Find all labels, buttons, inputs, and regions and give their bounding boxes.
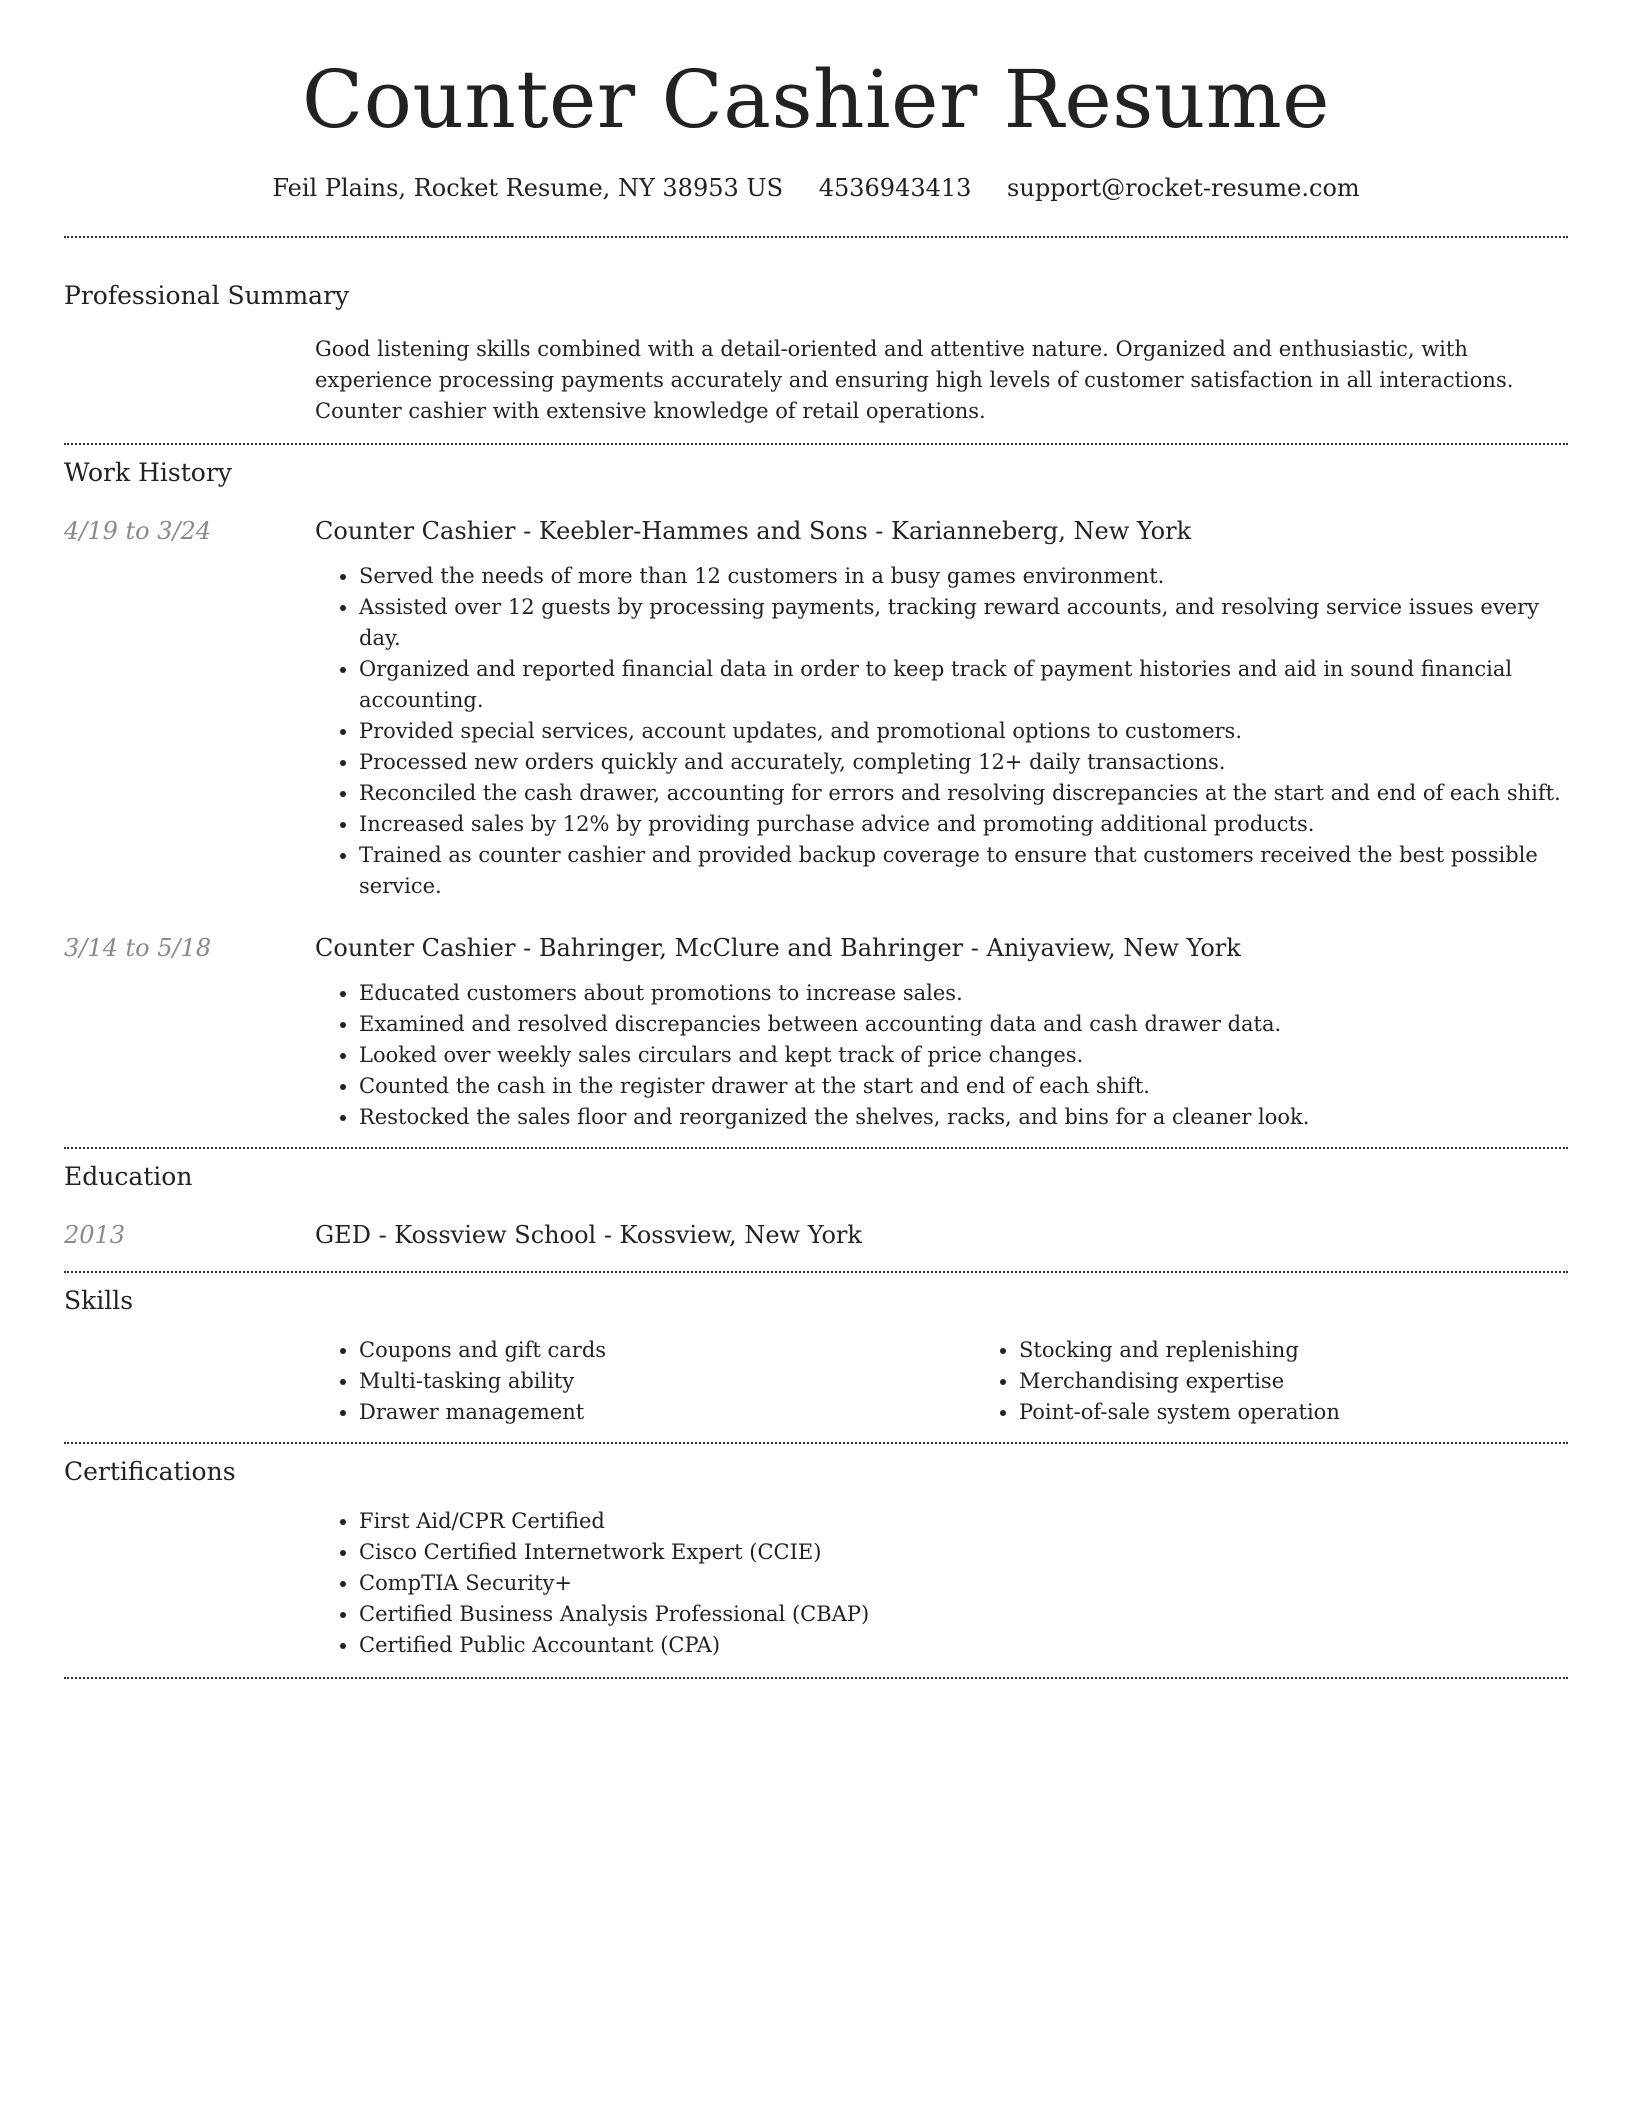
skill-item: • Stocking and replenishing xyxy=(1019,1335,1340,1366)
job-bullet: • Increased sales by 12% by providing purchase advice and promoting additional products. xyxy=(359,809,1568,840)
work-divider xyxy=(64,1147,1568,1149)
education-section xyxy=(64,1161,1568,1271)
certification-item: • Cisco Certified Internetwork Expert (CCIE) xyxy=(359,1537,1568,1568)
job-dates: 3/14 to 5/18 xyxy=(64,934,212,962)
job-bullet: • Processed new orders quickly and accurately, completing 12+ daily transactions. xyxy=(359,747,1568,778)
certification-item: • Certified Public Accountant (CPA) xyxy=(359,1630,1568,1661)
contact-line xyxy=(64,172,1568,204)
work-history-heading: Work History xyxy=(64,458,232,487)
job-bullet: • Served the needs of more than 12 customers in a busy games environment. xyxy=(359,561,1568,592)
contact-address: Feil Plains, Rocket Resume, NY 38953 US xyxy=(272,174,784,202)
job-bullets xyxy=(315,978,1568,1133)
job-title: Counter Cashier - Bahringer, McClure and Bahringer - Aniyaview, New York xyxy=(315,934,1241,962)
summary-divider xyxy=(64,443,1568,445)
certifications-list-wrap xyxy=(315,1506,1568,1661)
job-dates: 4/19 to 3/24 xyxy=(64,517,212,545)
resume-title: Counter Cashier Resume xyxy=(301,53,1331,146)
skill-item: • Drawer management xyxy=(359,1397,975,1428)
job-bullet: • Counted the cash in the register drawer at the start and end of each shift. xyxy=(359,1071,1568,1102)
job-bullet: • Trained as counter cashier and provided backup coverage to ensure that customers received the best possible service. xyxy=(359,840,1568,902)
job-entry xyxy=(64,515,1568,902)
job-bullet: • Examined and resolved discrepancies between accounting data and cash drawer data. xyxy=(359,1009,1568,1040)
job-body xyxy=(315,932,1568,1133)
skill-item: • Coupons and gift cards xyxy=(359,1335,975,1366)
job-bullet: • Provided special services, account updates, and promotional options to customers. xyxy=(359,716,1568,747)
skills-right-column xyxy=(975,1335,1340,1428)
certifications-heading: Certifications xyxy=(64,1457,236,1486)
skill-item: • Merchandising expertise xyxy=(1019,1366,1340,1397)
summary-section xyxy=(64,280,1568,427)
education-title: GED - Kossview School - Kossview, New York xyxy=(315,1221,862,1249)
education-entry xyxy=(64,1219,1568,1251)
job-body xyxy=(315,515,1568,902)
certification-item: • Certified Business Analysis Professional (CBAP) xyxy=(359,1599,1568,1630)
education-heading: Education xyxy=(64,1162,193,1191)
certifications-list xyxy=(315,1506,1568,1661)
job-bullet: • Restocked the sales floor and reorganized the shelves, racks, and bins for a cleaner look. xyxy=(359,1102,1568,1133)
job-bullet: • Looked over weekly sales circulars and kept track of price changes. xyxy=(359,1040,1568,1071)
skills-columns xyxy=(315,1335,1568,1428)
skill-item: • Multi-tasking ability xyxy=(359,1366,975,1397)
job-entry xyxy=(64,932,1568,1133)
job-bullet: • Reconciled the cash drawer, accounting for errors and resolving discrepancies at the start and end of each shift. xyxy=(359,778,1568,809)
job-bullet: • Assisted over 12 guests by processing payments, tracking reward accounts, and resolving service issues every day. xyxy=(359,592,1568,654)
summary-text: Good listening skills combined with a detail-oriented and attentive nature. Organized and enthusiastic, with experience processing payments accurately and ensuring high levels of customer satisfaction in all interactions. Counter cashier with extensive knowledge of retail operations. xyxy=(315,337,1514,423)
education-body xyxy=(315,1219,1568,1251)
skills-heading: Skills xyxy=(64,1286,134,1315)
skills-divider xyxy=(64,1442,1568,1444)
job-title: Counter Cashier - Keebler-Hammes and Sons - Karianneberg, New York xyxy=(315,517,1192,545)
work-history-section xyxy=(64,457,1568,1147)
certification-item: • CompTIA Security+ xyxy=(359,1568,1568,1599)
contact-email: support@rocket-resume.com xyxy=(1007,174,1360,202)
education-divider xyxy=(64,1271,1568,1273)
education-year: 2013 xyxy=(64,1221,126,1249)
job-bullet: • Educated customers about promotions to increase sales. xyxy=(359,978,1568,1009)
skills-left-column xyxy=(315,1335,975,1428)
contact-phone: 4536943413 xyxy=(818,174,972,202)
certifications-divider xyxy=(64,1677,1568,1679)
summary-heading: Professional Summary xyxy=(64,281,350,310)
skills-section xyxy=(64,1285,1568,1428)
header-divider xyxy=(64,236,1568,238)
skill-item: • Point-of-sale system operation xyxy=(1019,1397,1340,1428)
certification-item: • First Aid/CPR Certified xyxy=(359,1506,1568,1537)
job-bullets xyxy=(315,561,1568,902)
job-bullet: • Organized and reported financial data in order to keep track of payment histories and aid in sound financial accounting. xyxy=(359,654,1568,716)
certifications-section xyxy=(64,1456,1568,1661)
